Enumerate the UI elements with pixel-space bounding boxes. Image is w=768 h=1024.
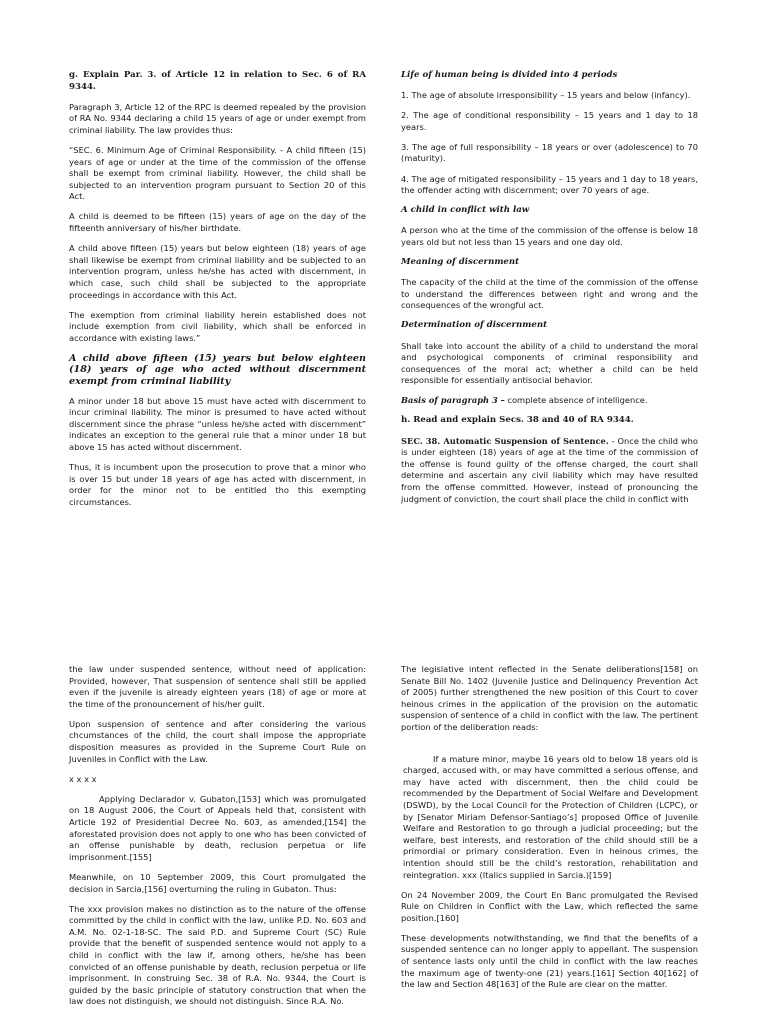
- sec-38-label: SEC. 38. Automatic Suspension of Sentence.: [401, 435, 609, 446]
- bottom-page: [0, 660, 768, 1024]
- section-h-heading: h. Read and explain Secs. 38 and 40 of RA 9344.: [401, 415, 634, 426]
- paragraph: Shall take into account the ability of a child to understand the moral and psychological components of criminal responsibility and consequences of the moral act; whether a child can be held responsible for essentially antisocial behavior.: [401, 340, 698, 386]
- sec-38-paragraph: [401, 436, 698, 506]
- paragraph: A minor under 18 but above 15 must have acted with discernment to incur criminal liability. The minor is presumed to have acted without discernment since the phrase “unless he/she acted with discernment” indicates an exception to the general rule that a minor under 18 but above 15 has acted without discernment.: [69, 395, 366, 452]
- quoted-paragraph: “SEC. 6. Minimum Age of Criminal Responsibility. - A child fifteen (15) years of age or under at the time of the commission of the offense shall be exempt from criminal liability. However, the child shall be subjected to an intervention program pursuant to Section 20 of this Act.: [69, 144, 366, 202]
- list-item: 4. The age of mitigated responsibility – 15 years and 1 day to 18 years, the offender acting with discernment; over 70 years of age.: [401, 173, 698, 196]
- paragraph: Applying Declarador v. Gubaton,[153] which was promulgated on 18 August 2006, the Court of Appeals held that, consistent with Article 192 of Presidential Decree No. 603, as amended,[154] the aforestated provision does not apply to one who has been convicted of an offense punishable by death, reclusion perpetua or life imprisonment.[155]: [69, 793, 366, 862]
- paragraph: Thus, it is incumbent upon the prosecution to prove that a minor who is over 15 but under 18 years of age has acted with discernment, in order for the minor not to be entitled tho this exempting circumstances.: [69, 462, 366, 507]
- paragraph: A child above fifteen (15) years but below eighteen (18) years of age shall likewise be exempt from criminal liability and be subjected to an intervention program, unless he/she has acted with discernment, in which case, such child shall be subjected to the appropriate proceedings in accordance with this Act.: [69, 243, 366, 300]
- paragraph: The exemption from criminal liability herein established does not include exemption from civil liability, which shall be enforced in accordance with existing laws.”: [69, 309, 366, 343]
- paragraph: Upon suspension of sentence and after considering the various chcumstances of the child, the court shall impose the appropriate disposition measures as provided in the Supreme Court Rule on Juveniles in Conflict with the Law.: [69, 718, 366, 764]
- subheading: A child above fifteen (15) years but below eighteen (18) years of age who acted without discernment exempt from criminal liability: [69, 352, 366, 387]
- top-right-column: [401, 70, 698, 514]
- periods-heading: Life of human being is divided into 4 periods: [401, 70, 618, 80]
- paragraph: On 24 November 2009, the Court En Banc promulgated the Revised Rule on Children in Conflict with the Law, which reflected the same position.[160]: [401, 889, 698, 923]
- conflict-heading: A child in conflict with law: [401, 205, 530, 216]
- basis-text: complete absence of intelligence.: [504, 395, 648, 406]
- quoted-deliberation: If a mature minor, maybe 16 years old to below 18 years old is charged, accused with, or may have committed a serious offense, and may have acted with discernment, then the child could be recommended by the Department of Social Welfare and Development (DSWD), by the Local Council for the Protection of Children (LCPC), or by [Senator Miriam Defensor-Santiago’s] proposed Office of Juvenile Welfare and Restoration to go through a judicial proceeding; but the welfare, best interests, and restoration of the child should still be a primordial or primary consideration. Even in heinous crimes, the intention should still be the child’s restoration, rehabilitation and reintegration. xxx (Italics supplied in Sarcia.)[159]: [403, 753, 698, 880]
- list-item: 1. The age of absolute irresponsibility – 15 years and below (infancy).: [401, 90, 691, 101]
- list-item: 3. The age of full responsibility – 18 years or over (adolescence) to 70 (maturity).: [401, 141, 698, 164]
- bottom-right-column: [401, 664, 698, 999]
- paragraph: A child is deemed to be fifteen (15) years of age on the day of the fifteenth anniversary of his/her birthdate.: [69, 211, 366, 234]
- paragraph: The capacity of the child at the time of the commission of the offense to understand the differences between right and wrong and the consequences of the wrongful act.: [401, 277, 698, 311]
- discernment-heading: Meaning of discernment: [401, 257, 520, 268]
- section-g-heading: g. Explain Par. 3. of Article 12 in relation to Sec. 6 of RA 9344.: [69, 70, 366, 92]
- sec-38-text: - Once the child who is under eighteen (18) years of age at the time of the commission of the offense is found guilty of the offense charged, the court shall determine and ascertain any civil liability which may have resulted from the offense committed. However, instead of pronouncing the judgment of conviction, the court shall place the child in conflict with: [401, 435, 698, 504]
- paragraph: the law under suspended sentence, without need of application: Provided, however, That suspension of sentence shall still be applied even if the juvenile is already eighteen years (18) of age or more at the time of the pronouncement of his/her guilt.: [69, 664, 366, 709]
- ellipsis-line: x x x x: [69, 773, 97, 784]
- basis-label: Basis of paragraph 3 –: [401, 395, 505, 406]
- top-left-column: [69, 70, 366, 517]
- paragraph: Meanwhile, on 10 September 2009, this Court promulgated the decision in Sarcia,[156] overturning the ruling in Gubaton. Thus:: [69, 871, 366, 894]
- paragraph: The legislative intent reflected in the Senate deliberations[158] on Senate Bill No. 1402 (Juvenile Justice and Delinquency Prevention Act of 2005) further strengthened the new position of this Court to cover heinous crimes in the application of the provision on the automatic suspension of sentence of a child in conflict with the law. The pertinent portion of the deliberation reads:: [401, 664, 698, 732]
- list-item: 2. The age of conditional responsibility – 15 years and 1 day to 18 years.: [401, 110, 698, 132]
- basis-paragraph: [401, 395, 698, 407]
- bottom-left-column: [69, 664, 366, 1016]
- paragraph: A person who at the time of the commission of the offense is below 18 years old but not less than 15 years and one day old.: [401, 225, 698, 247]
- paragraph: These developments notwithstanding, we find that the benefits of a suspended sentence can no longer apply to appellant. The suspension of sentence lasts only until the child in conflict with the law reaches the maximum age of twenty-one (21) years.[161] Section 40[162] of the law and Section 48[163] of the Rule are clear on the matter.: [401, 932, 698, 990]
- determination-heading: Determination of discernment: [401, 320, 548, 331]
- paragraph: Paragraph 3, Article 12 of the RPC is deemed repealed by the provision of RA No. 9344 declaring a child 15 years of age or under exempt from criminal liability. The law provides thus:: [69, 101, 366, 135]
- paragraph: The xxx provision makes no distinction as to the nature of the offense committed by the child in conflict with the law, unlike P.D. No. 603 and A.M. No. 02-1-18-SC. The said P.D. and Supreme Court (SC) Rule provide that the benefit of suspended sentence would not apply to a child in conflict with the law if, among others, he/she has been convicted of an offense punishable by death, reclusion perpetua or life imprisonment. In construing Sec. 38 of R.A. No. 9344, the Court is guided by the basic principle of statutory construction that when the law does not distinguish, we should not distinguish. Since R.A. No.: [69, 903, 366, 1007]
